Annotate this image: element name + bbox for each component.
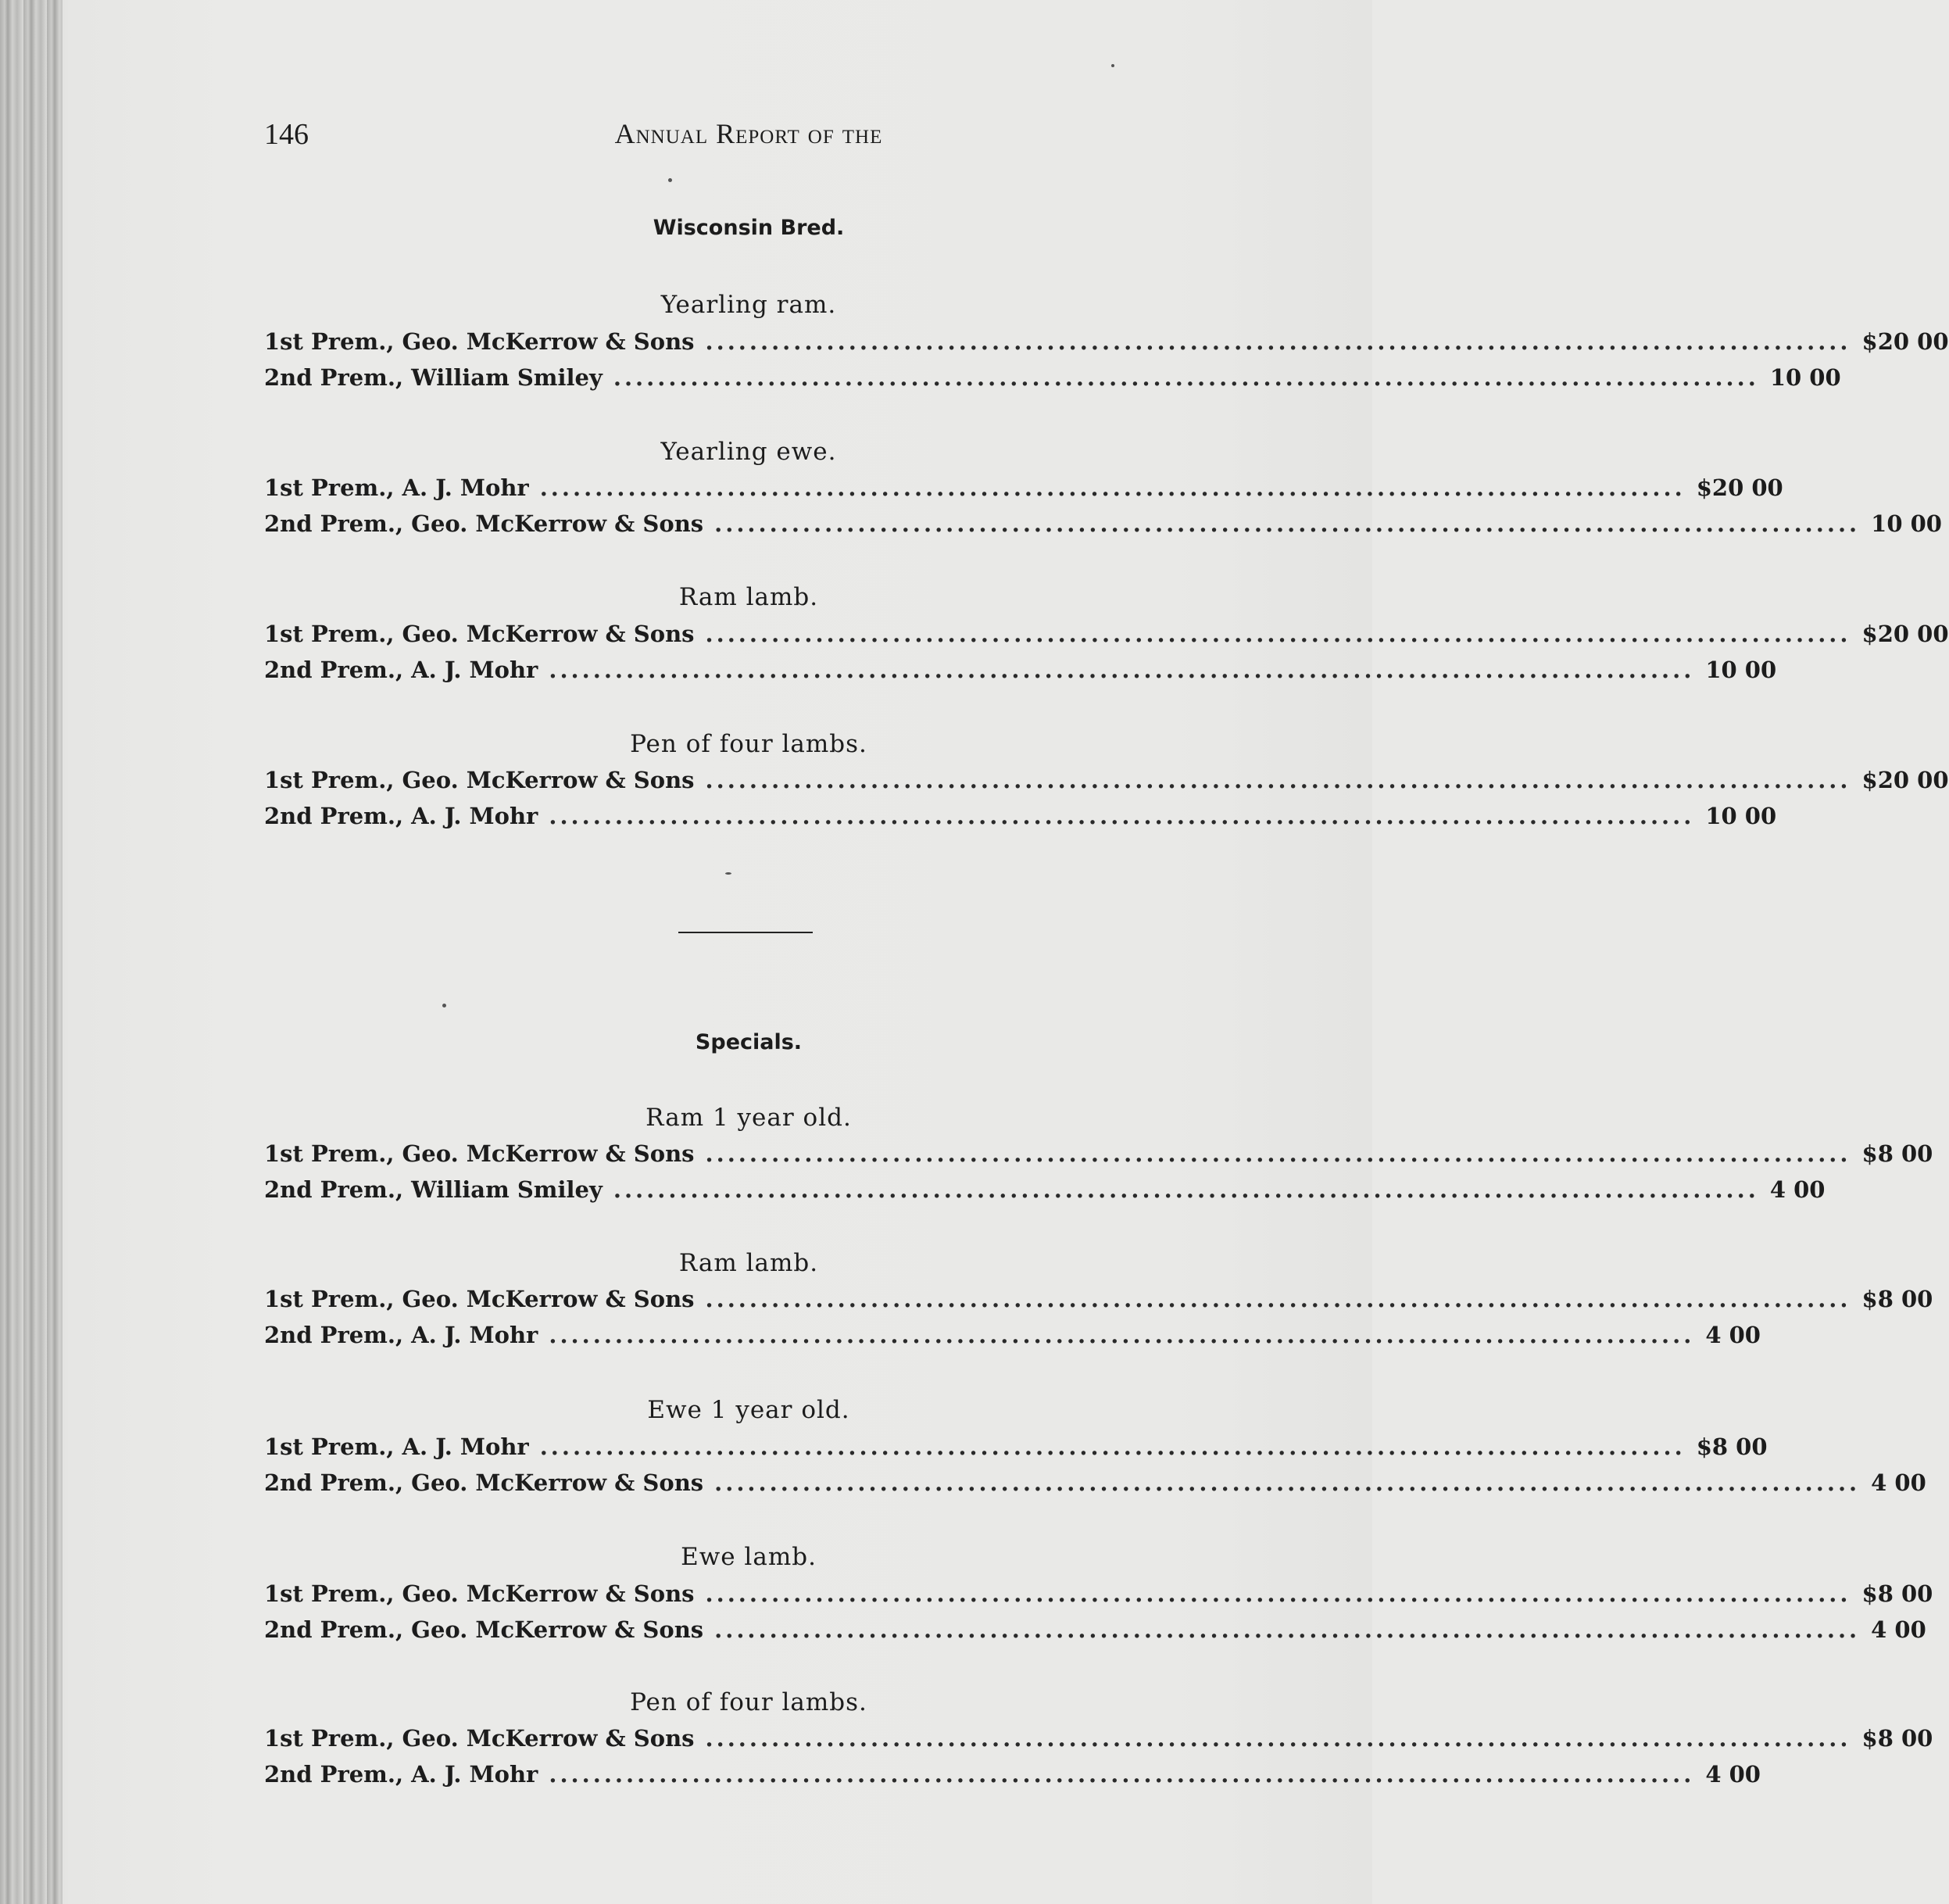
premium-row: [264, 1616, 1926, 1648]
dot-leader: ........................................................................................................: [549, 803, 1695, 829]
premium-place: 1st Prem.,: [264, 621, 395, 647]
running-title: Annual Report of the: [614, 118, 883, 149]
premium-row: [264, 1433, 1768, 1465]
premium-place: 1st Prem.,: [264, 328, 395, 355]
premium-place: 2nd Prem.,: [264, 1322, 404, 1348]
exhibitor-name: A. J. Mohr: [411, 1322, 538, 1348]
premium-place: 2nd Prem.,: [264, 1616, 404, 1643]
section-title-specials: Specials.: [695, 1030, 803, 1054]
premium-amount: $20 00: [1861, 328, 1949, 355]
class-title: Pen of four lambs.: [630, 730, 867, 758]
premium-amount: $20 00: [1861, 767, 1949, 793]
dot-leader: ........................................................................................................: [705, 1725, 1851, 1752]
scan-speck: [725, 872, 731, 875]
premium-amount: 4 00: [1705, 1322, 1761, 1348]
dot-leader: ........................................................................................................: [539, 1433, 1686, 1460]
premium-place: 2nd Prem.,: [264, 510, 404, 537]
exhibitor-name: A. J. Mohr: [411, 657, 538, 683]
section-title-wisconsin-bred: Wisconsin Bred.: [653, 216, 845, 240]
exhibitor-name: A. J. Mohr: [411, 803, 538, 829]
premium-row: [264, 621, 1949, 652]
scan-speck: [442, 1004, 446, 1007]
section-divider-rule: [678, 932, 813, 933]
premium-amount: $8 00: [1861, 1286, 1933, 1312]
premium-row: [264, 474, 1783, 506]
premium-place: 1st Prem.,: [264, 1286, 395, 1312]
premium-row: [264, 803, 1777, 834]
exhibitor-name: Geo. McKerrow & Sons: [402, 1725, 695, 1752]
exhibitor-name: William Smiley: [411, 364, 603, 391]
premium-row: [264, 767, 1949, 798]
premium-row: [264, 1322, 1761, 1353]
premium-place: 2nd Prem.,: [264, 1761, 404, 1788]
class-title: Yearling ram.: [660, 291, 837, 319]
premium-place: 2nd Prem.,: [264, 657, 404, 683]
scan-speck: [1111, 64, 1114, 67]
page-header: [264, 117, 1233, 156]
scan-speck: [668, 178, 672, 182]
premium-place: 1st Prem.,: [264, 1725, 395, 1752]
premium-amount: 10 00: [1769, 364, 1841, 391]
premium-amount: 4 00: [1871, 1469, 1926, 1496]
premium-row: [264, 1176, 1826, 1208]
class-title: Ewe 1 year old.: [647, 1396, 850, 1424]
premium-row: [264, 1761, 1761, 1792]
exhibitor-name: William Smiley: [411, 1176, 603, 1203]
class-title: Pen of four lambs.: [630, 1688, 867, 1716]
dot-leader: ........................................................................................................: [549, 1761, 1695, 1788]
exhibitor-name: Geo. McKerrow & Sons: [402, 328, 695, 355]
dot-leader: ........................................................................................................: [613, 1176, 1759, 1203]
dot-leader: ........................................................................................................: [539, 474, 1686, 501]
premium-amount: 10 00: [1705, 657, 1777, 683]
premium-place: 2nd Prem.,: [264, 1176, 404, 1203]
premium-amount: 10 00: [1705, 803, 1777, 829]
class-title: Yearling ewe.: [660, 438, 837, 466]
premium-place: 1st Prem.,: [264, 1433, 395, 1460]
premium-amount: $8 00: [1696, 1433, 1768, 1460]
dot-leader: ........................................................................................................: [705, 1286, 1851, 1312]
exhibitor-name: Geo. McKerrow & Sons: [411, 510, 704, 537]
premium-place: 2nd Prem.,: [264, 1469, 404, 1496]
premium-place: 1st Prem.,: [264, 1140, 395, 1167]
premium-place: 1st Prem.,: [264, 767, 395, 793]
class-title: Ram lamb.: [678, 1249, 819, 1277]
dot-leader: ........................................................................................................: [705, 767, 1851, 793]
premium-place: 2nd Prem.,: [264, 803, 404, 829]
dot-leader: ........................................................................................................: [705, 621, 1851, 647]
premium-amount: 4 00: [1705, 1761, 1761, 1788]
exhibitor-name: A. J. Mohr: [402, 474, 529, 501]
dot-leader: ........................................................................................................: [705, 1580, 1851, 1607]
dot-leader: ........................................................................................................: [714, 1616, 1861, 1643]
book-binding-edge: [0, 0, 63, 1904]
exhibitor-name: Geo. McKerrow & Sons: [402, 621, 695, 647]
exhibitor-name: Geo. McKerrow & Sons: [402, 1140, 695, 1167]
dot-leader: ........................................................................................................: [549, 657, 1695, 683]
class-title: Ram 1 year old.: [645, 1104, 852, 1132]
premium-row: [264, 657, 1777, 688]
exhibitor-name: A. J. Mohr: [402, 1433, 529, 1460]
premium-row: [264, 1580, 1933, 1612]
page-number: 146: [264, 118, 309, 151]
exhibitor-name: A. J. Mohr: [411, 1761, 538, 1788]
premium-row: [264, 1140, 1933, 1172]
premium-amount: 10 00: [1871, 510, 1942, 537]
dot-leader: ........................................................................................................: [613, 364, 1759, 391]
class-title: Ram lamb.: [678, 583, 819, 611]
premium-row: [264, 364, 1841, 395]
premium-amount: $8 00: [1861, 1140, 1933, 1167]
premium-amount: $8 00: [1861, 1580, 1933, 1607]
premium-amount: $20 00: [1861, 621, 1949, 647]
exhibitor-name: Geo. McKerrow & Sons: [411, 1616, 704, 1643]
exhibitor-name: Geo. McKerrow & Sons: [411, 1469, 704, 1496]
premium-row: [264, 510, 1942, 542]
exhibitor-name: Geo. McKerrow & Sons: [402, 1580, 695, 1607]
class-title: Ewe lamb.: [681, 1543, 817, 1571]
premium-place: 2nd Prem.,: [264, 364, 404, 391]
dot-leader: ........................................................................................................: [549, 1322, 1695, 1348]
premium-row: [264, 1469, 1926, 1501]
premium-amount: 4 00: [1871, 1616, 1926, 1643]
dot-leader: ........................................................................................................: [705, 1140, 1851, 1167]
premium-place: 1st Prem.,: [264, 474, 395, 501]
premium-row: [264, 1725, 1933, 1756]
premium-place: 1st Prem.,: [264, 1580, 395, 1607]
dot-leader: ........................................................................................................: [714, 510, 1861, 537]
premium-amount: $8 00: [1861, 1725, 1933, 1752]
exhibitor-name: Geo. McKerrow & Sons: [402, 767, 695, 793]
exhibitor-name: Geo. McKerrow & Sons: [402, 1286, 695, 1312]
premium-amount: $20 00: [1696, 474, 1783, 501]
dot-leader: ........................................................................................................: [714, 1469, 1861, 1496]
dot-leader: ........................................................................................................: [705, 328, 1851, 355]
premium-row: [264, 1286, 1933, 1317]
premium-row: [264, 328, 1949, 360]
premium-amount: 4 00: [1769, 1176, 1826, 1203]
